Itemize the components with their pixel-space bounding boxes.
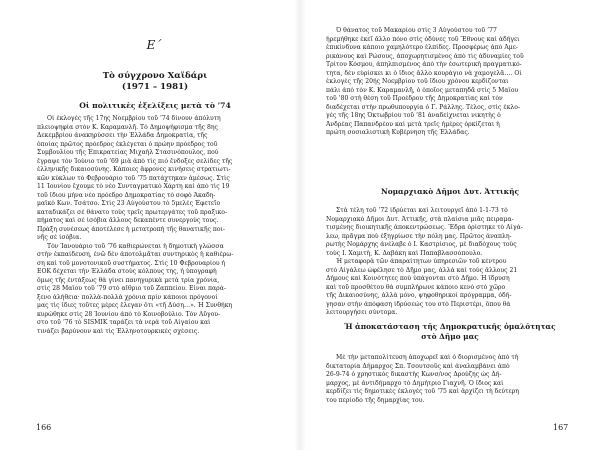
- right-page: [300, 0, 600, 450]
- text-line: Ὁ θάνατος τοῦ Μακαρίου στὶς 3 Αὐγούστου τοῦ ’77: [336, 27, 497, 34]
- chapter-title: Τὸ σύγχρονο Χαϊδάρι: [102, 71, 208, 81]
- right-body-text-3: [326, 354, 578, 405]
- text-line: ὅμως τῆς ἐντάξεως θὰ γίνει πανηγυρικὰ μετὰ τρία χρόνια,: [37, 276, 220, 284]
- text-line: κερδίζει τὶς δημοτικὲς ἐκλογὲς τοῦ ’75 καὶ ἄρχίζει τὴ δεύτερη: [326, 388, 519, 395]
- text-line: καὶ τοῦ προσθέτου θὰ συμπλήρωνε κάποιο κενὸ στὸ χῶρο: [326, 283, 506, 291]
- text-line: Μὲ τὴν μεταπολίτευση ἀποχωρεῖ καὶ ὁ διορισμένος ἀπὸ τὴ: [336, 354, 519, 361]
- text-line: μαρχος, μὲ ἀντιδήμαρχο τὸ Δημήτριο Γιαχνῆ. Ὁ ἴδιος καὶ: [326, 379, 504, 387]
- text-line: στὸ Αἰγάλεω ὠφέλησε τὸ Δῆμο μας, ἀλλὰ καὶ τοὺς ἄλλους 21: [326, 266, 518, 274]
- text-line: στο τοῦ ’76 τὸ SISMIK ταράζει τὰ νερὰ τοῦ Αἰγαίου καὶ: [37, 319, 211, 326]
- text-line: γὲς τῆς 18ης Ὀκτωβρίου τοῦ ’81 ἀναδείχνεται νικητὴς ὁ: [326, 112, 501, 119]
- section-heading-municipalities: Νομαρχιακὸ Δῆμοι Δυτ. Ἀττικῆς: [380, 187, 520, 196]
- text-line: μαϊκὸ Κων. Τσάτσο. Στὶς 23 Αὐγούστου τὸ 5μελὲς Ἐφετεῖο: [37, 200, 221, 207]
- chapter-years: (1971 – 1981): [121, 82, 189, 92]
- text-line: πρώτη σοσιαλιστικὴ Κυβέρνηση τῆς Ἑλλάδας.: [326, 129, 470, 136]
- text-line: πλειοψηφία στὸν Κ. Καραμανλῆ. Τὸ Δημοψήφισμα τῆς 8ης: [37, 123, 218, 131]
- text-line: Δεκεμβρίου ἀνακηρύσσει τὴν Ἑλλάδα Δημοκρατία, τῆς: [37, 132, 208, 139]
- text-line: τισμένης διοικητικῆς ἀποκεντρώσεως. Ἕδρα ὁρίστηκε τὸ Αἰγά-: [326, 224, 523, 231]
- text-line: Οἱ ἐκλογὲς τῆς 17ης Νοεμβρίου τοῦ ’74 δίνουν ἀπόλυτη: [47, 115, 221, 122]
- chapter-mark: Ε΄: [146, 38, 162, 52]
- text-line: νῆς σὲ ἰσόβια.: [37, 234, 82, 241]
- text-line: Δήμους καὶ Κοινότητες ποὺ ὑπάγονται στὸ Δῆμο. Ἡ ἵδρυση: [326, 275, 510, 282]
- text-line: ἑλληνικῆς δικαιοσύνης. Κάποιες ἄφρονες κινήσεις στρατιωτι-: [37, 166, 231, 173]
- text-line: Συμβουλίου τῆς Ἐπικρατείας Μιχαὴλ Στασινόπουλος, ποὺ: [37, 149, 219, 156]
- text-line: καταδικάζει σὲ θάνατο τοὺς τρεῖς πρωτεργάτες τοῦ πραξικο-: [37, 208, 228, 216]
- page-number-right: 167: [553, 423, 569, 432]
- text-line: λειτουργήσει σύντομα.: [326, 309, 398, 316]
- text-line: στὶς 28 Μαΐου τοῦ ’79 στὸ αἴθριο τοῦ Ζαππείου. Εἶναι παρά-: [37, 285, 226, 292]
- text-line: ξενο ἀλήθεια· πολλὰ-πολλὰ χρόνια πρὶν κάποιοι πρόγονοί: [37, 293, 218, 301]
- text-line: ρικάνους καὶ Ρώσους, ἀποχωρητισμένος ἀπὸ τὶς ἀδυναμίες τοῦ: [326, 52, 524, 60]
- section-heading-politics: Οἱ πολιτικὲς ἐξελίξεις μετὰ τὸ ’74: [79, 101, 231, 110]
- text-line: ἔγραψε τὸν Ἰούνιο τοῦ ’69 μιὰ ἀπὸ τὶς πιὸ ἔνδοξες σελίδες τῆς: [37, 157, 233, 165]
- text-line: κυρώθηκε στὶς 28 Ἰουνίου ἀπὸ τὸ Κοινοβούλιο. Τὸν Αὔγου-: [37, 310, 221, 318]
- text-line: ση καὶ τοῦ μονοτονικοῦ συστήματος. Στὶς 10 Φεβρουαρίου ἡ: [37, 259, 226, 267]
- text-line: Ἀνδρέας Παπανδρέου καὶ μετὰ τρεῖς ἡμέρες ὁρκίζεται ἡ: [326, 120, 500, 128]
- section-heading-democracy: Ἡ ἀποκατάσταση τῆς Δημοκρατικῆς ὁμαλότητας στὸ Δῆμο μας: [344, 322, 556, 341]
- text-line: κῶν κύκλων τὸ Φεβρουάριο τοῦ ’75 πατάχτηκαν ἀμέσως. Στὶς: [37, 174, 230, 182]
- text-line: πήματος καὶ σὲ ἰσόβια ἄλλους δεκαπέντε συνεργοὺς τους.: [37, 217, 219, 224]
- text-line: Στὰ τέλη τοῦ ’72 ἱδρύεται καὶ λειτουργεῖ ἀπὸ 1-1-73 τὸ: [336, 207, 508, 214]
- text-line: λεω, πρᾶγμα ποὺ ἐξηγρίωσε τὴν πόλη μας. Πρῶτος ἀναπλη-: [326, 232, 512, 240]
- text-line: διαδέχεται στὴν πρωθυπουργία ὁ Γ. Ράλλης. Τέλος, στὶς ἐκλο-: [326, 103, 521, 111]
- text-line: ἐκλογὲς τῆς 20ής Νοεμβρίου τοῦ ἴδιου χρόνου κερδίζονται: [326, 78, 509, 85]
- text-line: Πράξη συνέσεως ἀποτέλεσε ἡ μετατροπὴ τῆς θανατικῆς ποι-: [37, 225, 225, 233]
- text-line: Τὸν Ἰανουάριο τοῦ ’76 καθιερώνεται ἡ δημοτικὴ γλώσσα: [47, 242, 224, 250]
- text-line: τοὺς Ι. Χαμιτὴ, Κ. Δαβάκη καὶ Παπαβλασσόπουλο.: [326, 249, 483, 257]
- text-line: ΕΟΚ δέχεται τὴν Ἑλλάδα στοὺς κόλπους της, ἡ ὑπογραφὴ: [37, 268, 217, 275]
- text-line: γησαν στὴν ἀπόφαση ἱδρύσεώς του στὸ Περιστέρι, ὅπου θὰ: [326, 300, 511, 308]
- text-line: τοῦ ’80 στὴ θέση τοῦ Προέδρου τῆς Δημοκρατίας καὶ τὸν: [326, 95, 503, 102]
- text-line: μας τὶς ἴδιες τοῦτες μέρες ἔλεγαν ὅτι «τῆ Δύση…». Ἡ Συνθήκη: [37, 302, 233, 309]
- right-body-text-2: [326, 207, 578, 318]
- text-line: τινάζει βαρύνουν καὶ τὶς Ἑλληνοτουρκικὲς σχέσεις.: [37, 327, 200, 335]
- page-number-left: 166: [36, 423, 52, 432]
- text-line: 26-9-74 ὁ χρηστικὸς δικαστὴς Κωνσ/νος Δρούζης ὡς Δή-: [326, 371, 502, 378]
- right-body-text-1: [326, 27, 578, 138]
- left-body-text: [37, 115, 277, 336]
- text-line: πάλι ἀπὸ τὸν Κ. Καραμανλῆ, ὁ ὁποῖος μεταπηδᾶ στὶς 5 Μαΐου: [326, 86, 519, 94]
- text-line: ὁποίας πρῶτος πρόεδρος ἐκλέγεται ὁ πρώην πρόεδρος τοῦ: [37, 140, 218, 148]
- text-line: Τρίτου Κόσμου, ἀπηλπισμένος ἀπὸ τὴν ἐσωτερικὴ πραγματικό-: [326, 61, 522, 68]
- text-line: 11 Ἰουνίου ἔχουμε τὸ νέο Συνταγματικὸ Χάρτη καὶ ἀπὸ τὶς 19: [37, 183, 230, 190]
- text-line: ἠρεμήθηκε ἐκεῖ ἄλλο πόνο στὶς ὀδύνες τοῦ Ἔθνους καὶ ἀδήγει: [326, 35, 520, 43]
- text-line: τῆς Δικαιοσύνης, ἀλλὰ μόνο, ψηφοθηρικοὶ πρόγραμμα, ὁδή-: [326, 292, 512, 299]
- text-line: τητα, δὲν εὑρίσκει κι ὁ ἴδιος ἄλλο κουράγιο νὰ χαμογελᾶ…. Οἱ: [326, 69, 522, 77]
- text-line: στὴν ἐκπαίδευση, ἐνῶ δὲν ἀποτολμᾶται συντηρικὸς ἡ καθιέρω-: [37, 251, 234, 258]
- text-line: του περίοδο τῆς δημαρχίας του.: [326, 396, 425, 404]
- text-line: ἐπικίνδυνα κάποιο χαμηλότερο ἐλπίδες. Προσφέρως ἀπὸ Ἀμε-: [326, 44, 518, 51]
- text-line: Νομαρχιακὸ Δῆμοι Δυτ. Ἀττικῆς, στὰ πλαίσια μιᾶς πειραμα-: [326, 215, 514, 223]
- text-line: Ἡ μεταφορὰ τῶν ἁπαραίτητων ὑπηρεσιῶν τοῦ κέντρου: [336, 258, 507, 265]
- text-line: τοῦ ἴδιου μήνα νέο πρόεδρο Δημοκρατίας τὸ σοφὸ Ἀκαδη-: [37, 191, 216, 199]
- text-line: ρωτὴς Νομάρχης ἀνέλαβε ὁ Ι. Καστρίσιος, μὲ διαδόχους τοὺς: [326, 241, 517, 248]
- text-line: δικτατορία Δήμαρχος Σπ. Τσουτσοῦς καὶ ἀναλαμβάνει ἀπὸ: [326, 362, 510, 370]
